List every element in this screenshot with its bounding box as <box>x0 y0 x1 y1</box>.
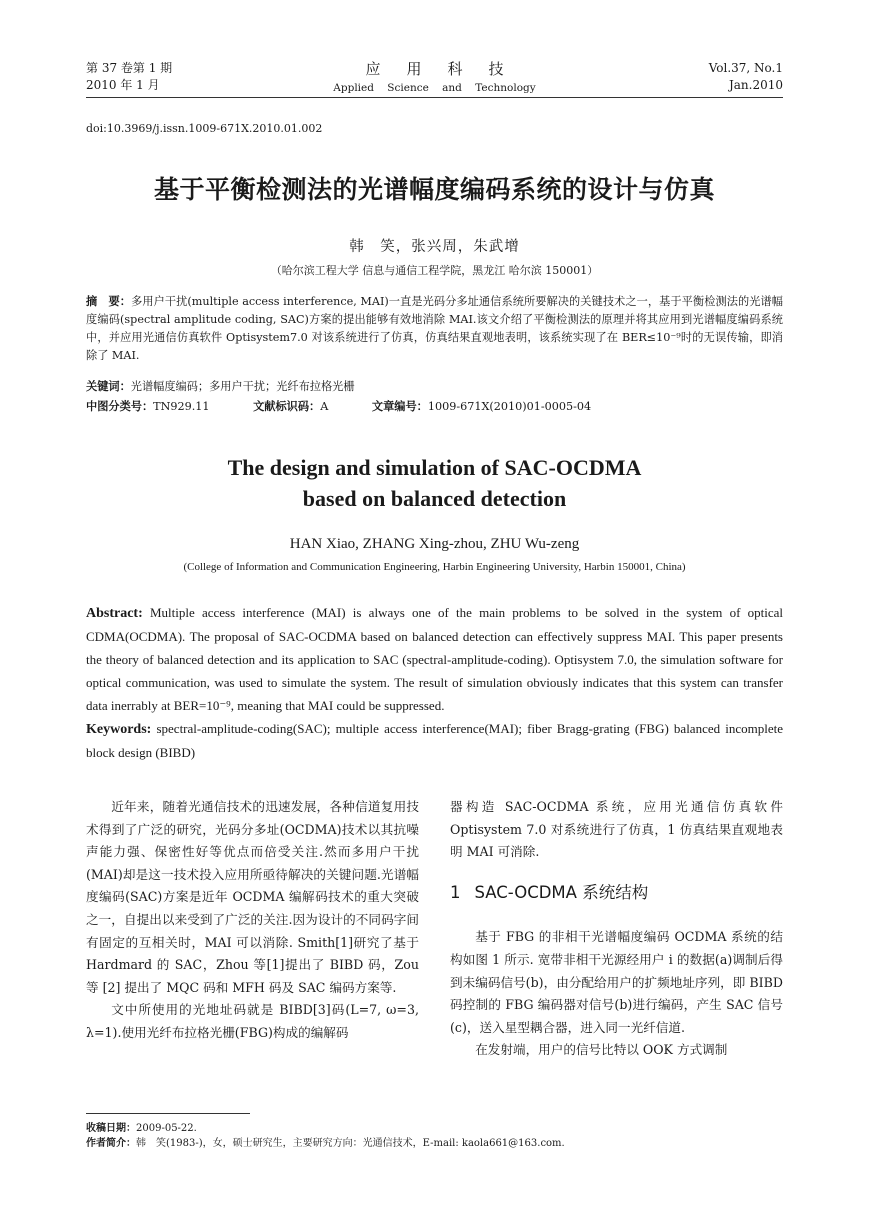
volume-cn: 第 37 卷第 1 期 <box>86 61 173 75</box>
keywords-cn-text: 光谱幅度编码；多用户干扰；光纤布拉格光栅 <box>130 380 355 393</box>
author-value: 韩 笑(1983-)，女，硕士研究生，主要研究方向：光通信技术，E-mail: kaola661@163.com. <box>136 1138 565 1149</box>
received-value: 2009-05-22. <box>136 1123 197 1134</box>
section-heading <box>450 882 783 905</box>
date-cn: 2010 年 1 月 <box>86 78 160 92</box>
authors-cn: 韩 笑，张兴周，朱武增 <box>349 239 520 255</box>
body-paragraph: 基于 FBG 的非相干光谱幅度编码 OCDMA 系统的结构如图 1 所示. 宽带非相干光源经用户 i 的数据(a)调制后得到未编码信号(b)，由分配给用户的扩频地址序列，即 BIBD 码控制的 FBG 编码器对信号(b)进行编码，产生 SAC 信号(c)，送入星型耦合器，进入同一光纤信道. <box>450 929 783 1035</box>
keywords-en-label: Keywords: <box>86 722 152 737</box>
document-code: 文献标识码：A <box>253 400 329 413</box>
author-label: 作者简介： <box>86 1138 136 1149</box>
article-number: 文章编号：1009-671X(2010)01-0005-04 <box>371 400 592 413</box>
abstract-cn <box>86 293 783 365</box>
abstract-cn-text: 多用户干扰(multiple access interference, MAI)一直是光码分多址通信系统所要解决的关键技术之一，基于平衡检测法的光谱幅度编码(spectral amplitude coding, SAC)方案的提出能够有效地消除 MAI.该文介绍了平衡检测法的原理并将其应用到光谱幅度编码系统中，并应用光通信仿真软件 Optisystem7.0 对该系统进行了仿真，仿真结果直观地表明，该系统实现了在 BER≤10⁻⁹时的无误传输，即消除了 MAI. <box>86 295 783 362</box>
paper-title-en-line1: The design and simulation of SAC-OCDMA <box>227 455 642 480</box>
volume-en: Vol.37, No.1 <box>708 61 783 75</box>
header-divider <box>86 97 783 98</box>
section-title: SAC-OCDMA 系统结构 <box>474 882 649 902</box>
body-paragraph: 文中所使用的光地址码就是 BIBD[3]码(L=7, ω=3, λ=1).使用光纤布拉格光栅(FBG)构成的编解码 <box>86 1002 419 1040</box>
date-en: Jan.2010 <box>728 78 783 92</box>
paper-title-cn: 基于平衡检测法的光谱幅度编码系统的设计与仿真 <box>153 175 715 204</box>
body-paragraph: 近年来，随着光通信技术的迅速发展，各种信道复用技术得到了广泛的研究，光码分多址(OCDMA)技术以其抗噪声能力强、保密性好等优点而倍受关注.然而多用户干扰(MAI)却是这一技术投入应用所亟待解决的关键问题.光谱幅度编码(SAC)方案是近年 OCDMA 编解码技术的重大突破之一，自提出以来受到了广泛的关注.因为设计的不同码字间有固定的互相关时，MAI 可以消除. Smith[1]研究了基于 Hardmard 的 SAC，Zhou 等[1]提出了 BIBD 码，Zou 等 [2] 提出了 MQC 码和 MFH 码及 SAC 编码方案等. <box>86 799 419 995</box>
footnote-received <box>86 1121 197 1136</box>
abstract-en-text: Multiple access interference (MAI) is always one of the main problems to be solved in the system of optical CDMA(OCDMA). The proposal of SAC-OCDMA based on balanced detection can effectively suppress MAI. This paper presents the theory of balanced detection and its application to SAC (spectral-amplitude-coding). Optisystem 7.0, the simulation software for optical communication, was used to simulate the system. The result of simulation obviously indicates that this system can transfer data inerrably at BER=10⁻⁹, meaning that MAI could be suppressed. <box>86 605 784 713</box>
footnote-author <box>86 1136 565 1151</box>
footnote-divider <box>86 1113 250 1114</box>
abstract-en <box>86 601 783 764</box>
clc-number: 中图分类号：TN929.11 <box>86 400 210 413</box>
section-number: 1 <box>450 882 461 902</box>
classification-line <box>86 398 783 416</box>
journal-name-en: Applied Science and Technology <box>333 82 536 94</box>
received-label: 收稿日期： <box>86 1123 136 1134</box>
authors-en: HAN Xiao, ZHANG Xing-zhou, ZHU Wu-zeng <box>289 536 580 552</box>
body-column-right <box>450 796 783 1062</box>
doi: doi:10.3969/j.issn.1009-671X.2010.01.002 <box>86 122 323 135</box>
abstract-en-label: Abstract: <box>86 606 143 621</box>
body-column-left <box>86 796 419 1045</box>
paper-title-en-line2: based on balanced detection <box>302 486 567 511</box>
affiliation-cn: （哈尔滨工程大学 信息与通信工程学院，黑龙江 哈尔滨 150001） <box>270 264 599 277</box>
keywords-cn <box>86 378 783 396</box>
keywords-cn-label: 关键词： <box>86 380 131 393</box>
abstract-cn-label: 摘 要： <box>86 295 132 308</box>
body-paragraph: 在发射端，用户的信号比特以 OOK 方式调制 <box>475 1042 728 1058</box>
keywords-en-text: spectral-amplitude-coding(SAC); multiple access interference(MAI); fiber Bragg-grating (FBG) balanced incomplete block design (BIBD) <box>86 721 783 760</box>
affiliation-en: (College of Information and Communication Engineering, Harbin Engineering University, Harbin 150001, China) <box>183 561 686 573</box>
journal-name-cn: 应用科技 <box>365 60 530 78</box>
header-right <box>709 60 783 94</box>
paper-title-en <box>0 452 869 514</box>
body-paragraph: 器构造 SAC-OCDMA 系统，应用光通信仿真软件 Optisystem 7.0 对系统进行了仿真，1 仿真结果直观地表明 MAI 可消除. <box>450 799 783 860</box>
